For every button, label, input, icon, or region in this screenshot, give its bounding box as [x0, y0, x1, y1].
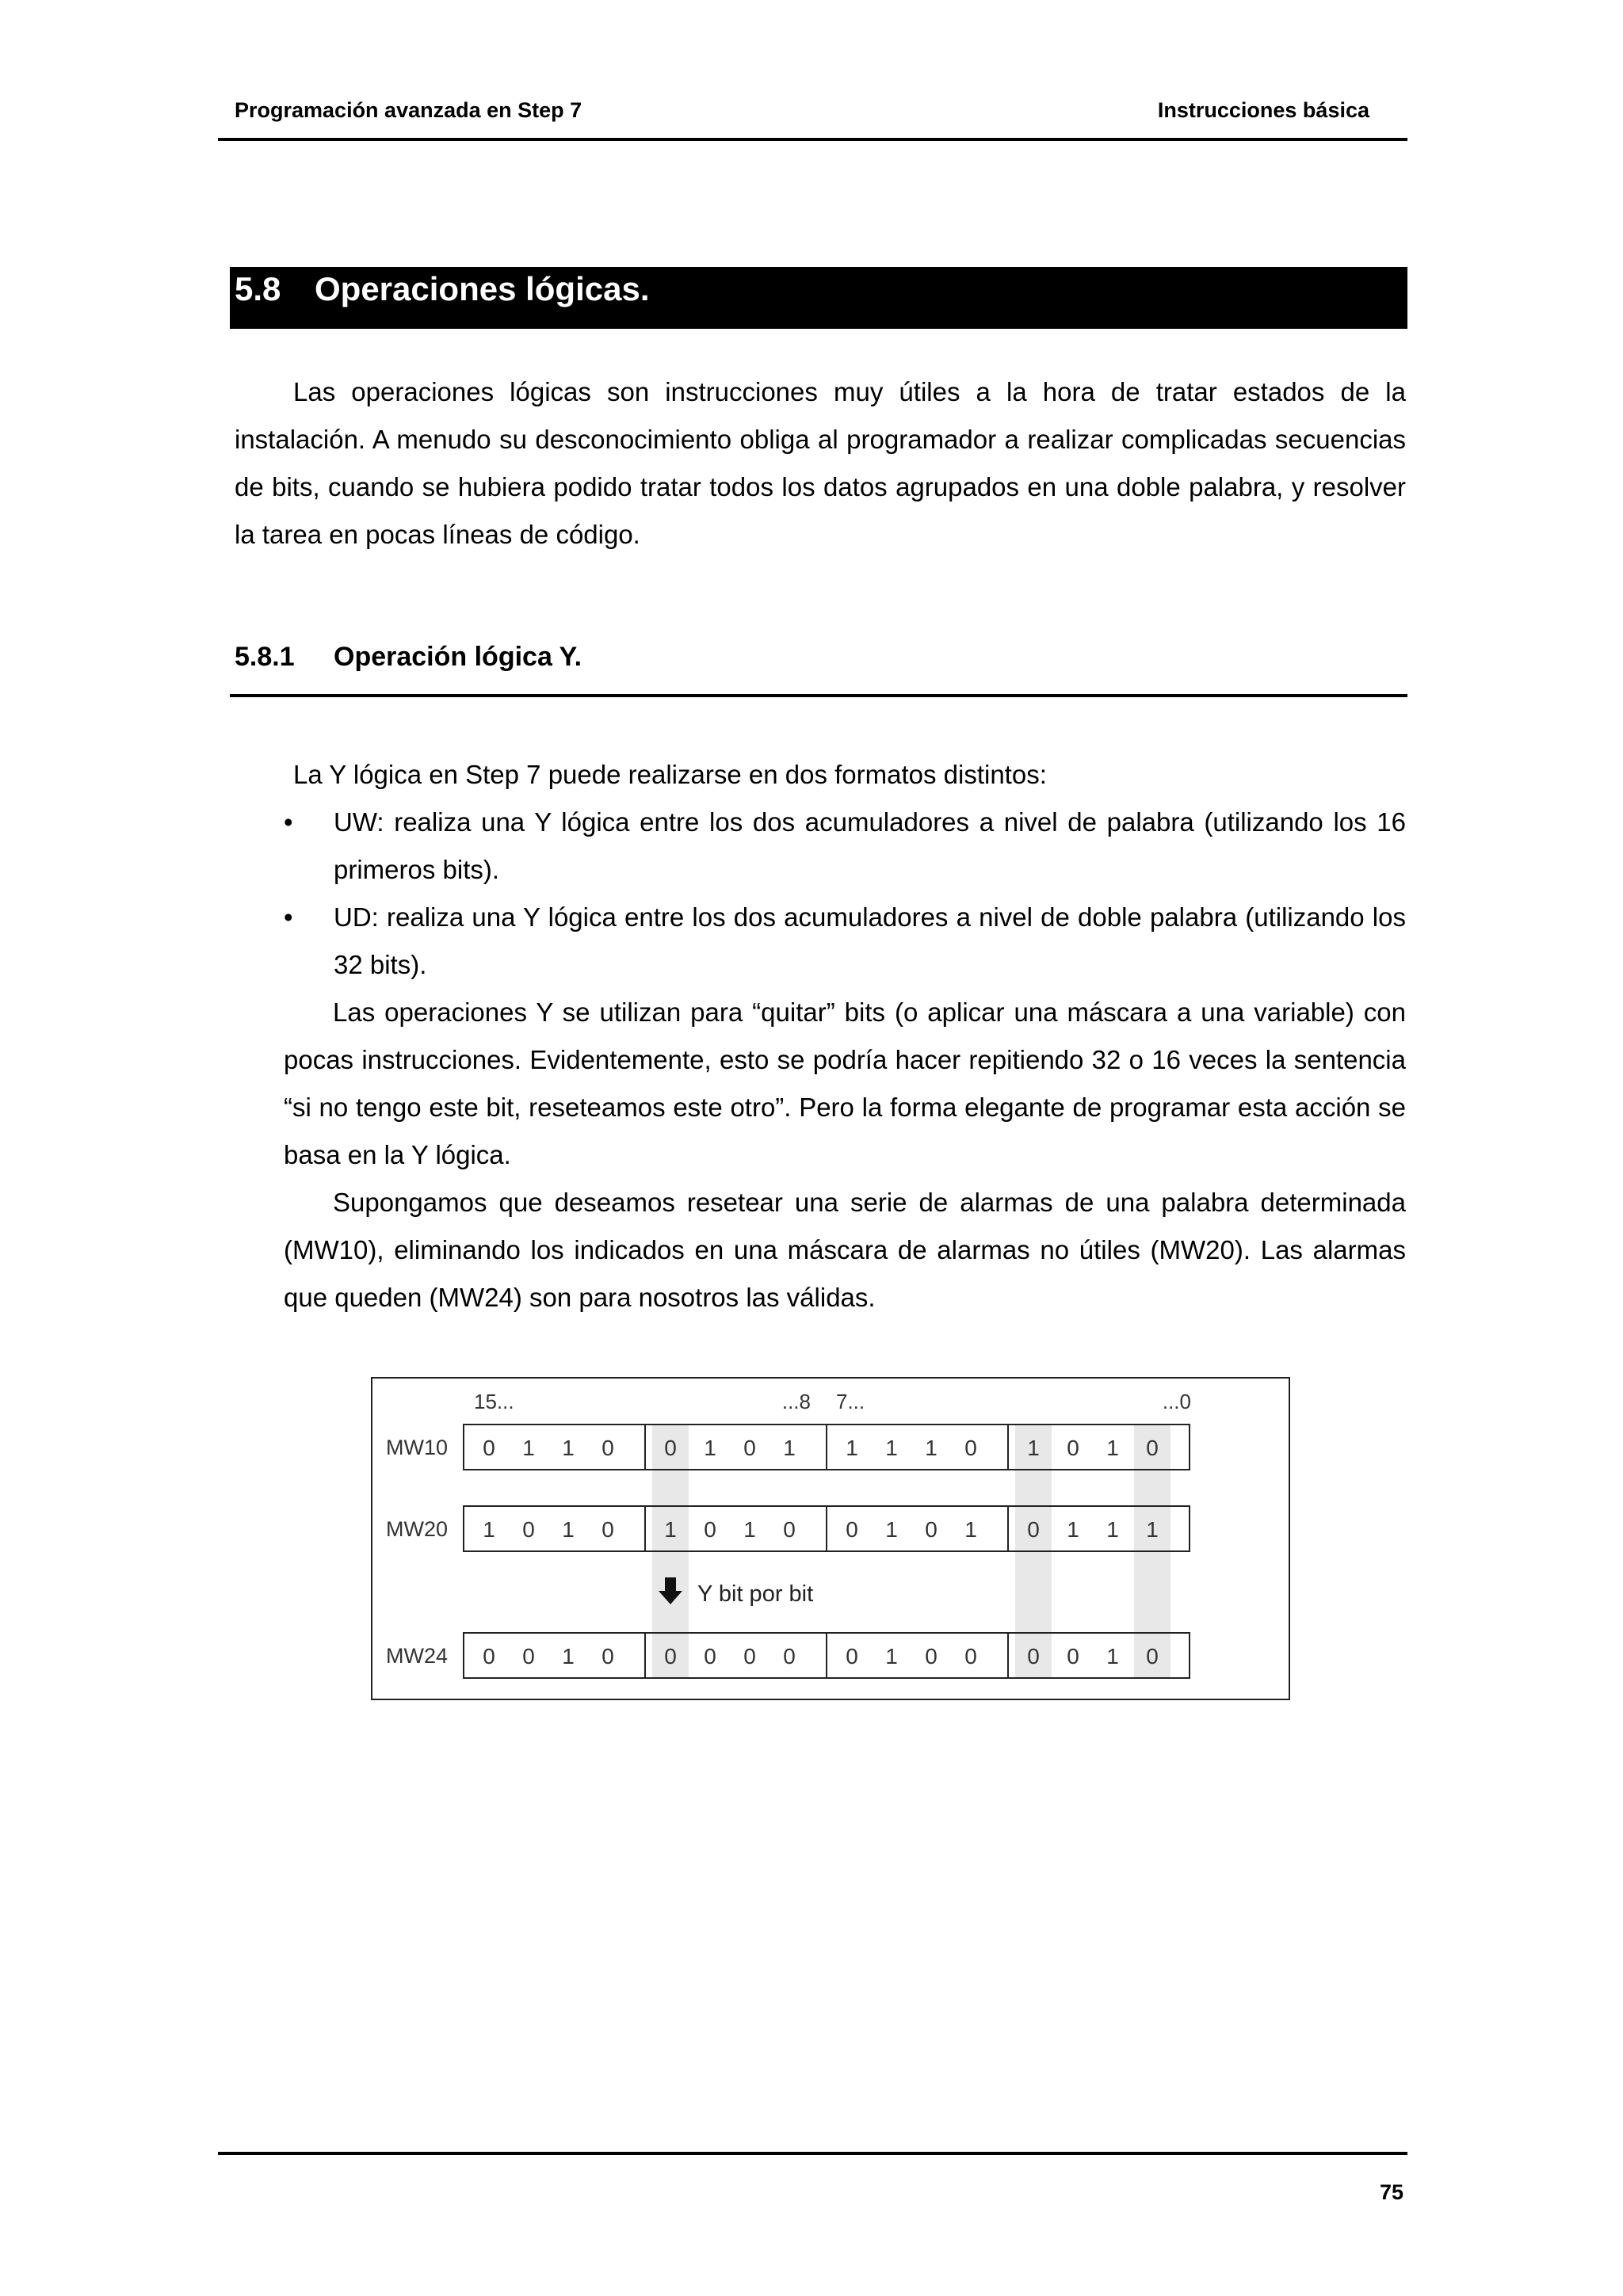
register-label: MW20 [386, 1517, 449, 1541]
bit-label-7: 7... [836, 1390, 865, 1413]
bit-value: 1 [1106, 1517, 1119, 1542]
bit-value: 1 [964, 1517, 977, 1542]
bit-label-15: 15... [474, 1390, 514, 1413]
bit-value: 1 [562, 1644, 575, 1669]
bit-value: 1 [1106, 1436, 1119, 1460]
bit-value: 0 [964, 1644, 977, 1669]
footer-rule [218, 2152, 1407, 2155]
bit-value: 1 [925, 1436, 938, 1460]
section-title: Operaciones lógicas. [315, 270, 650, 307]
bit-value: 0 [964, 1436, 977, 1460]
bit-value: 1 [562, 1436, 575, 1460]
operation-label: Y bit por bit [697, 1581, 814, 1607]
subsection-title: Operación lógica Y. [334, 642, 582, 672]
bit-value: 1 [743, 1517, 756, 1542]
bit-value: 0 [601, 1436, 614, 1460]
bit-value: 1 [704, 1436, 716, 1460]
bullet-marker: • [284, 902, 293, 932]
bit-value: 0 [1067, 1436, 1079, 1460]
section-number: 5.8 [235, 270, 281, 307]
bit-value: 0 [925, 1517, 938, 1542]
bit-label-0: ...0 [1162, 1390, 1191, 1413]
bit-value: 0 [483, 1644, 495, 1669]
bit-value: 1 [522, 1436, 535, 1460]
bitwise-and-figure [371, 1377, 1290, 1702]
bit-value: 0 [925, 1644, 938, 1669]
bit-value: 0 [1146, 1644, 1159, 1669]
bit-label-8: ...8 [781, 1390, 811, 1413]
bit-value: 1 [1106, 1644, 1119, 1669]
paragraph-example: Supongamos que deseamos resetear una serie de alarmas de una palabra determinada (MW10), eliminando los indicados en una máscara de alarmas no útiles (MW20). Las alarmas que queden (MW24) son para nosotros las válidas. [284, 1188, 1406, 1312]
bit-value: 1 [1146, 1517, 1159, 1542]
bit-value: 0 [601, 1517, 614, 1542]
bit-value: 1 [664, 1517, 677, 1542]
bit-value: 0 [1027, 1517, 1040, 1542]
bit-value: 0 [1027, 1644, 1040, 1669]
bullet-ud: UD: realiza una Y lógica entre los dos acumuladores a nivel de doble palabra (utilizando los 32 bits). [334, 902, 1406, 979]
bit-value: 0 [783, 1517, 796, 1542]
bullet-uw: UW: realiza una Y lógica entre los dos acumuladores a nivel de palabra (utilizando los 16 primeros bits). [334, 807, 1406, 884]
bit-value: 0 [483, 1436, 495, 1460]
bit-value: 0 [1067, 1644, 1079, 1669]
paragraph-intro: Las operaciones lógicas son instrucciones muy útiles a la hora de tratar estados de la instalación. A menudo su desconocimiento obliga al programador a realizar complicadas secuencias de bits, cuando se hubiera podido tratar todos los datos agrupados en una doble palabra, y resolver la tarea en pocas líneas de código. [235, 377, 1406, 549]
bit-value: 0 [522, 1644, 535, 1669]
bit-value: 1 [885, 1517, 898, 1542]
bit-value: 0 [1146, 1436, 1159, 1460]
paragraph-mask: Las operaciones Y se utilizan para “quitar” bits (o aplicar una máscara a una variable) con pocas instrucciones. Evidentemente, esto se podría hacer repitiendo 32 o 16 veces la sentencia “si no tengo este bit, reseteamos este otro”. Pero la forma elegante de programar esta acción se basa en la Y lógica. [284, 997, 1406, 1169]
bit-value: 1 [483, 1517, 495, 1542]
bit-value: 0 [846, 1517, 858, 1542]
bit-value: 0 [522, 1517, 535, 1542]
formats-intro: La Y lógica en Step 7 puede realizarse en dos formatos distintos: [293, 760, 1047, 789]
bit-value: 0 [664, 1436, 677, 1460]
bit-value: 0 [601, 1644, 614, 1669]
bit-value: 0 [664, 1644, 677, 1669]
bit-value: 1 [1027, 1436, 1040, 1460]
bit-value: 0 [704, 1644, 716, 1669]
bit-value: 0 [783, 1644, 796, 1669]
header-rule [218, 138, 1407, 141]
bit-value: 1 [1067, 1517, 1079, 1542]
bit-value: 1 [562, 1517, 575, 1542]
subsection-number: 5.8.1 [235, 642, 295, 672]
header-title: Programación avanzada en Step 7 [235, 98, 582, 122]
bit-value: 1 [846, 1436, 858, 1460]
bit-value: 1 [885, 1436, 898, 1460]
bit-value: 1 [885, 1644, 898, 1669]
bit-value: 0 [743, 1644, 756, 1669]
register-label: MW24 [386, 1644, 449, 1668]
bit-value: 0 [846, 1644, 858, 1669]
bit-value: 0 [704, 1517, 716, 1542]
header-chapter: Instrucciones básica [1157, 98, 1369, 122]
register-label: MW10 [386, 1436, 449, 1459]
bit-value: 1 [783, 1436, 796, 1460]
page-number: 75 [1379, 2180, 1403, 2204]
subsection-rule [230, 694, 1407, 697]
bit-value: 0 [743, 1436, 756, 1460]
bullet-marker: • [284, 807, 293, 837]
